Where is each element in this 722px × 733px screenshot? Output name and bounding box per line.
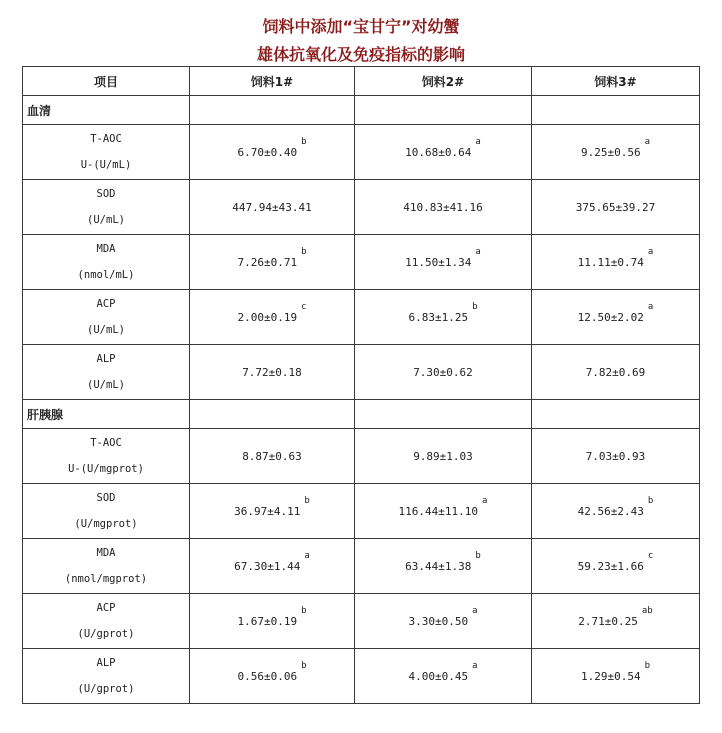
value-cell xyxy=(355,539,532,594)
indicator-name: ALP xyxy=(96,657,116,669)
indicator-name: SOD xyxy=(96,492,116,504)
significance-letter: a xyxy=(304,550,310,561)
empty-cell xyxy=(355,96,532,125)
value-text: 375.65±39.27 xyxy=(575,200,656,214)
value-cell xyxy=(355,235,532,290)
row-label xyxy=(23,180,190,235)
indicator-unit: U-(U/mgprot) xyxy=(68,463,144,475)
value-cell xyxy=(532,235,700,290)
significance-letter: b xyxy=(644,660,651,671)
value-cell xyxy=(355,594,532,649)
row-label xyxy=(23,345,190,400)
section-name: 血清 xyxy=(23,96,190,125)
significance-letter: a xyxy=(482,495,488,506)
empty-cell xyxy=(190,400,355,429)
value-text: 36.97±4.11 xyxy=(234,505,301,519)
indicator-unit: (nmol/mgprot) xyxy=(64,573,148,585)
value-text: 7.03±0.93 xyxy=(585,449,646,463)
table-row xyxy=(23,484,700,539)
value-cell xyxy=(532,125,700,180)
indicator-name: ALP xyxy=(96,353,116,365)
significance-letter: c xyxy=(301,301,307,312)
significance-letter: a xyxy=(647,246,654,257)
value-text: 67.30±1.44 xyxy=(234,560,301,574)
value-text: 12.50±2.02 xyxy=(577,311,644,325)
indicator-name: SOD xyxy=(96,188,116,200)
section-row xyxy=(23,400,700,429)
indicator-name: ACP xyxy=(96,602,116,614)
value-cell xyxy=(190,290,355,345)
table-row xyxy=(23,539,700,594)
value-cell xyxy=(355,484,532,539)
value-cell xyxy=(532,594,700,649)
significance-letter: b xyxy=(301,605,307,616)
table-row xyxy=(23,235,700,290)
table-row xyxy=(23,125,700,180)
indicator-unit: (U/mL) xyxy=(87,379,125,391)
indicator-unit: (U/gprot) xyxy=(77,683,135,695)
row-label xyxy=(23,429,190,484)
significance-letter: b xyxy=(304,495,310,506)
value-text: 6.83±1.25 xyxy=(408,311,469,325)
significance-letter: b xyxy=(301,660,307,671)
value-text: 7.26±0.71 xyxy=(237,256,298,270)
value-cell xyxy=(190,235,355,290)
row-label xyxy=(23,594,190,649)
significance-letter: b xyxy=(475,550,481,561)
value-text: 116.44±11.10 xyxy=(398,505,479,519)
header-feed-2: 饲料2# xyxy=(355,67,532,96)
value-text: 410.83±41.16 xyxy=(403,200,483,214)
indicator-unit: (U/mgprot) xyxy=(74,518,138,530)
empty-cell xyxy=(355,400,532,429)
value-cell xyxy=(190,429,355,484)
table-title-line1: 饲料中添加“宝甘宁”对幼蟹 xyxy=(262,17,460,36)
row-label xyxy=(23,649,190,704)
value-text: 11.11±0.74 xyxy=(577,256,644,270)
indicator-unit: (nmol/mL) xyxy=(77,269,135,281)
value-cell xyxy=(532,649,700,704)
table-row xyxy=(23,594,700,649)
value-cell xyxy=(532,484,700,539)
significance-letter: a xyxy=(647,301,654,312)
value-cell xyxy=(355,125,532,180)
value-cell xyxy=(532,345,700,400)
indicator-name: MDA xyxy=(96,243,116,255)
value-text: 1.67±0.19 xyxy=(237,615,298,629)
section-name: 肝胰腺 xyxy=(23,400,190,429)
value-cell xyxy=(355,290,532,345)
significance-letter: a xyxy=(475,246,481,257)
value-cell xyxy=(355,180,532,235)
value-cell xyxy=(355,649,532,704)
row-label xyxy=(23,125,190,180)
value-cell xyxy=(190,180,355,235)
table-title-line2: 雄体抗氧化及免疫指标的影响 xyxy=(256,45,465,64)
value-cell xyxy=(190,594,355,649)
value-text: 1.29±0.54 xyxy=(580,670,641,684)
indicator-name: MDA xyxy=(96,547,116,559)
value-cell xyxy=(190,125,355,180)
significance-letter: b xyxy=(472,301,478,312)
significance-letter: a xyxy=(475,136,481,147)
value-text: 7.30±0.62 xyxy=(413,365,473,379)
header-item: 项目 xyxy=(23,67,190,96)
value-text: 2.71±0.25 xyxy=(578,615,638,629)
indicator-unit: (U/mL) xyxy=(87,324,125,336)
significance-letter: a xyxy=(472,660,478,671)
row-label xyxy=(23,539,190,594)
header-feed-1: 饲料1# xyxy=(190,67,355,96)
indicator-name: ACP xyxy=(96,298,116,310)
value-cell xyxy=(190,649,355,704)
significance-letter: a xyxy=(644,136,651,147)
value-cell xyxy=(190,345,355,400)
header-row xyxy=(23,67,700,96)
empty-cell xyxy=(532,400,700,429)
value-text: 11.50±1.34 xyxy=(405,256,472,270)
section-row xyxy=(23,96,700,125)
value-text: 8.87±0.63 xyxy=(242,449,302,463)
table-row xyxy=(23,649,700,704)
value-text: 6.70±0.40 xyxy=(237,146,298,160)
indicator-name: T-AOC xyxy=(90,437,122,449)
significance-letter: b xyxy=(301,136,307,147)
significance-letter: ab xyxy=(641,605,653,616)
value-cell xyxy=(190,539,355,594)
value-text: 63.44±1.38 xyxy=(405,560,472,574)
value-text: 7.82±0.69 xyxy=(585,365,646,379)
value-cell xyxy=(532,290,700,345)
table-body xyxy=(23,96,700,704)
value-cell xyxy=(532,429,700,484)
value-text: 2.00±0.19 xyxy=(237,311,298,325)
row-label xyxy=(23,235,190,290)
value-cell xyxy=(190,484,355,539)
value-text: 3.30±0.50 xyxy=(408,615,469,629)
table-row xyxy=(23,429,700,484)
header-feed-3: 饲料3# xyxy=(532,67,700,96)
value-cell xyxy=(532,180,700,235)
data-table xyxy=(22,66,700,704)
table-row xyxy=(23,290,700,345)
empty-cell xyxy=(532,96,700,125)
value-text: 0.56±0.06 xyxy=(237,670,298,684)
indicator-name: T-AOC xyxy=(90,133,122,145)
significance-letter: a xyxy=(472,605,478,616)
indicator-unit: U-(U/mL) xyxy=(80,159,132,171)
significance-letter: c xyxy=(647,550,654,561)
indicator-unit: (U/gprot) xyxy=(77,628,135,640)
row-label xyxy=(23,484,190,539)
value-cell xyxy=(532,539,700,594)
row-label xyxy=(23,290,190,345)
value-text: 59.23±1.66 xyxy=(577,560,644,574)
value-cell xyxy=(355,429,532,484)
table-row xyxy=(23,180,700,235)
value-text: 42.56±2.43 xyxy=(577,505,644,519)
value-text: 4.00±0.45 xyxy=(408,670,469,684)
value-text: 9.25±0.56 xyxy=(580,146,641,160)
indicator-unit: (U/mL) xyxy=(87,214,125,226)
significance-letter: b xyxy=(647,495,654,506)
value-cell xyxy=(355,345,532,400)
value-text: 447.94±43.41 xyxy=(232,200,312,214)
empty-cell xyxy=(190,96,355,125)
significance-letter: b xyxy=(301,246,307,257)
value-text: 7.72±0.18 xyxy=(242,365,302,379)
table-row xyxy=(23,345,700,400)
value-text: 9.89±1.03 xyxy=(413,449,473,463)
value-text: 10.68±0.64 xyxy=(405,146,472,160)
